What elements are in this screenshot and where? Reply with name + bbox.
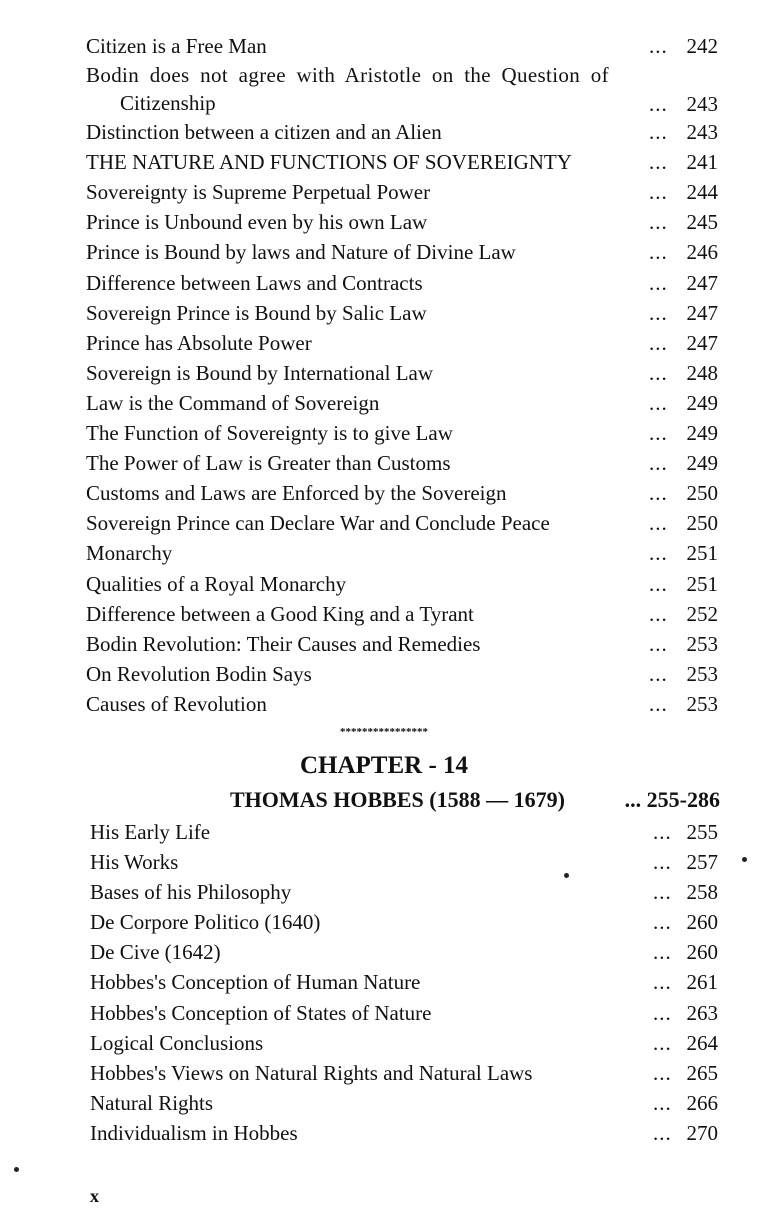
toc-leader-dots: ... bbox=[653, 850, 672, 875]
toc-leader-dots: ... bbox=[649, 120, 668, 145]
toc-entry bbox=[90, 967, 726, 997]
toc-page-number: 249 bbox=[686, 451, 718, 476]
toc-entry bbox=[86, 448, 726, 478]
toc-leader-dots: ... bbox=[649, 451, 668, 476]
toc-page-number: 264 bbox=[686, 1030, 718, 1055]
toc-section-bodin bbox=[86, 31, 726, 719]
toc-leader-dots: ... bbox=[653, 940, 672, 965]
toc-entry bbox=[86, 117, 726, 147]
toc-entry bbox=[86, 689, 726, 719]
ink-speck bbox=[742, 857, 747, 862]
toc-entry-title: Prince is Bound by laws and Nature of Divine Law bbox=[86, 240, 516, 265]
toc-entry bbox=[90, 998, 726, 1028]
toc-leader-dots: ... bbox=[649, 210, 668, 235]
ink-speck bbox=[564, 873, 569, 878]
toc-entry bbox=[90, 817, 726, 847]
toc-entry-title: De Corpore Politico (1640) bbox=[90, 910, 321, 935]
toc-leader-dots: ... bbox=[653, 1060, 672, 1085]
toc-entry-title: His Works bbox=[90, 850, 179, 875]
toc-entry-title: Sovereignty is Supreme Perpetual Power bbox=[86, 180, 431, 205]
toc-page-number: 266 bbox=[686, 1090, 718, 1115]
toc-entry bbox=[86, 31, 726, 61]
toc-page-number: 248 bbox=[686, 360, 718, 385]
toc-entry-title: Qualities of a Royal Monarchy bbox=[86, 571, 347, 596]
toc-entry bbox=[86, 177, 726, 207]
toc-page-number: 250 bbox=[686, 481, 718, 506]
toc-entry bbox=[90, 937, 726, 967]
toc-entry bbox=[86, 358, 726, 388]
toc-entry-title: Distinction between a citizen and an Alien bbox=[86, 120, 442, 145]
toc-leader-dots: ... bbox=[653, 880, 672, 905]
toc-entry bbox=[86, 629, 726, 659]
toc-entry bbox=[90, 907, 726, 937]
toc-entry bbox=[90, 1058, 726, 1088]
toc-leader-dots: ... bbox=[653, 1000, 672, 1025]
toc-entry-title: Difference between Laws and Contracts bbox=[86, 270, 423, 295]
toc-leader-dots: ... bbox=[649, 150, 668, 175]
toc-leader-dots: ... bbox=[653, 1120, 672, 1145]
toc-entry-title: Bodin Revolution: Their Causes and Remedies bbox=[86, 631, 481, 656]
toc-leader-dots: ... bbox=[653, 970, 672, 995]
toc-entry-title: Bases of his Philosophy bbox=[90, 880, 292, 905]
toc-entry-title: Law is the Command of Sovereign bbox=[86, 390, 380, 415]
toc-page-number: 270 bbox=[686, 1120, 718, 1145]
toc-entry-title: The Power of Law is Greater than Customs bbox=[86, 451, 451, 476]
toc-page-number: 263 bbox=[686, 1000, 718, 1025]
toc-page-number: 253 bbox=[686, 691, 718, 716]
toc-entry-title: Prince is Unbound even by his own Law bbox=[86, 210, 428, 235]
toc-entry-title-line1: Bodin does not agree with Aristotle on the Question of bbox=[86, 63, 609, 88]
toc-entry-title: Customs and Laws are Enforced by the Sovereign bbox=[86, 481, 507, 506]
toc-entry-title: Individualism in Hobbes bbox=[90, 1120, 298, 1145]
toc-leader-dots: ... bbox=[649, 92, 668, 117]
toc-leader-dots: ... bbox=[653, 1090, 672, 1115]
toc-entry bbox=[86, 298, 726, 328]
toc-entry-title-line2: Citizenship bbox=[120, 91, 216, 116]
toc-entry bbox=[86, 569, 726, 599]
toc-leader-dots: ... bbox=[649, 240, 668, 265]
toc-leader-dots: ... bbox=[649, 601, 668, 626]
toc-entry bbox=[90, 1028, 726, 1058]
toc-leader-dots: ... bbox=[649, 330, 668, 355]
toc-entry-title: Sovereign Prince is Bound by Salic Law bbox=[86, 300, 427, 325]
chapter-page-range: ... 255-286 bbox=[624, 787, 720, 812]
toc-page-number: 243 bbox=[686, 92, 718, 117]
toc-leader-dots: ... bbox=[649, 360, 668, 385]
toc-entry-title: The Function of Sovereignty is to give Law bbox=[86, 421, 453, 446]
toc-entry-title: Causes of Revolution bbox=[86, 691, 267, 716]
toc-page-number: 258 bbox=[686, 880, 718, 905]
toc-page-number: 255 bbox=[686, 820, 718, 844]
toc-entry-title: THE NATURE AND FUNCTIONS OF SOVEREIGNTY bbox=[86, 150, 572, 175]
toc-page-number: 241 bbox=[686, 150, 718, 175]
toc-page-number: 249 bbox=[686, 421, 718, 446]
toc-page-number: 244 bbox=[686, 180, 718, 205]
toc-page-number: 249 bbox=[686, 390, 718, 415]
toc-leader-dots: ... bbox=[649, 631, 668, 656]
toc-page-number: 243 bbox=[686, 120, 718, 145]
toc-entry-title: His Early Life bbox=[90, 820, 211, 844]
toc-entry bbox=[86, 147, 726, 177]
page-folio: x bbox=[90, 1186, 99, 1206]
toc-leader-dots: ... bbox=[649, 34, 668, 58]
toc-entry bbox=[86, 478, 726, 508]
toc-page-number: 261 bbox=[686, 970, 718, 995]
toc-entry-title: Logical Conclusions bbox=[90, 1030, 264, 1055]
toc-section-hobbes bbox=[90, 817, 726, 1148]
toc-entry-title: Hobbes's Conception of States of Nature bbox=[90, 1000, 432, 1025]
toc-page-number: 247 bbox=[686, 270, 718, 295]
toc-entry bbox=[86, 268, 726, 298]
toc-entry bbox=[90, 847, 726, 877]
section-separator: **************** bbox=[340, 726, 428, 738]
toc-entry bbox=[86, 418, 726, 448]
toc-page-number: 242 bbox=[686, 34, 718, 58]
toc-entry bbox=[86, 599, 726, 629]
toc-entry-title: Difference between a Good King and a Tyrant bbox=[86, 601, 474, 626]
toc-entry-title: Citizen is a Free Man bbox=[86, 34, 267, 58]
toc-leader-dots: ... bbox=[649, 180, 668, 205]
toc-page-number: 265 bbox=[686, 1060, 718, 1085]
toc-page-number: 260 bbox=[686, 940, 718, 965]
toc-entry-title: Sovereign is Bound by International Law bbox=[86, 360, 434, 385]
toc-page-number: 252 bbox=[686, 601, 718, 626]
toc-entry-title: Prince has Absolute Power bbox=[86, 330, 312, 355]
chapter-heading: CHAPTER - 14 bbox=[299, 752, 469, 779]
toc-entry bbox=[86, 538, 726, 568]
toc-leader-dots: ... bbox=[649, 571, 668, 596]
toc-leader-dots: ... bbox=[653, 1030, 672, 1055]
toc-entry bbox=[86, 508, 726, 538]
chapter-subtitle: THOMAS HOBBES (1588 — 1679) bbox=[230, 787, 565, 812]
toc-page-number: 253 bbox=[686, 631, 718, 656]
toc-page-number: 250 bbox=[686, 511, 718, 536]
toc-page-number: 257 bbox=[686, 850, 718, 875]
toc-entry-title: On Revolution Bodin Says bbox=[86, 661, 312, 686]
toc-page-number: 260 bbox=[686, 910, 718, 935]
toc-entry bbox=[86, 207, 726, 237]
toc-entry bbox=[86, 237, 726, 267]
toc-leader-dots: ... bbox=[649, 511, 668, 536]
toc-page-number: 251 bbox=[686, 571, 718, 596]
ink-speck bbox=[14, 1167, 19, 1172]
toc-entry-title: Hobbes's Views on Natural Rights and Natural Laws bbox=[90, 1060, 533, 1085]
toc-leader-dots: ... bbox=[649, 421, 668, 446]
toc-entry bbox=[90, 1088, 726, 1118]
toc-page-number: 247 bbox=[686, 330, 718, 355]
toc-page-number: 253 bbox=[686, 661, 718, 686]
toc-leader-dots: ... bbox=[649, 300, 668, 325]
toc-entry-title: Sovereign Prince can Declare War and Conclude Peace bbox=[86, 511, 550, 536]
toc-page-number: 246 bbox=[686, 240, 718, 265]
toc-entry bbox=[86, 328, 726, 358]
toc-leader-dots: ... bbox=[649, 541, 668, 566]
toc-leader-dots: ... bbox=[653, 910, 672, 935]
toc-leader-dots: ... bbox=[649, 481, 668, 506]
toc-entry-title: Hobbes's Conception of Human Nature bbox=[90, 970, 421, 995]
toc-entry bbox=[86, 61, 726, 117]
toc-leader-dots: ... bbox=[649, 390, 668, 415]
toc-leader-dots: ... bbox=[649, 270, 668, 295]
toc-page-number: 247 bbox=[686, 300, 718, 325]
toc-page-number: 251 bbox=[686, 541, 718, 566]
toc-entry bbox=[86, 659, 726, 689]
toc-entry-title: De Cive (1642) bbox=[90, 940, 221, 965]
toc-entry bbox=[90, 877, 726, 907]
toc-entry-title: Monarchy bbox=[86, 541, 173, 566]
toc-page-number: 245 bbox=[686, 210, 718, 235]
toc-entry-title: Natural Rights bbox=[90, 1090, 214, 1115]
toc-leader-dots: ... bbox=[649, 691, 668, 716]
toc-entry-title bbox=[86, 61, 646, 117]
toc-entry bbox=[90, 1118, 726, 1148]
toc-leader-dots: ... bbox=[649, 661, 668, 686]
toc-leader-dots: ... bbox=[653, 820, 672, 844]
toc-entry bbox=[86, 388, 726, 418]
